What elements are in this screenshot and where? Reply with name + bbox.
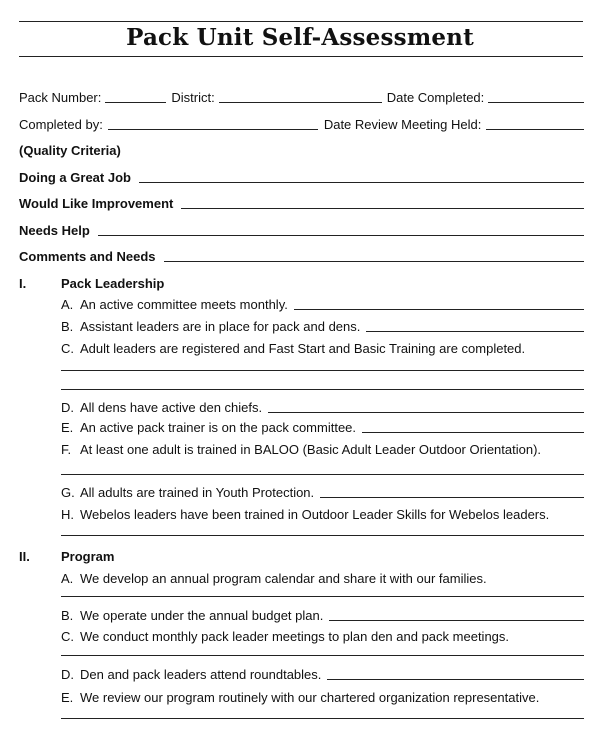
- criteria-improvement-row: [19, 192, 584, 212]
- list-item: [61, 567, 584, 587]
- item-letter: E.: [61, 420, 74, 435]
- list-item: [61, 481, 584, 501]
- item-letter: D.: [61, 400, 74, 415]
- item-text: We operate under the annual budget plan.: [80, 608, 324, 623]
- item-text: Den and pack leaders attend roundtables.: [80, 667, 322, 682]
- item-letter: C.: [61, 341, 74, 356]
- section-heading: [19, 545, 584, 565]
- criteria-comments-row: [19, 245, 584, 265]
- item-letter: B.: [61, 319, 74, 334]
- header-row-2: [19, 113, 584, 133]
- item-text: We review our program routinely with our chartered organization representative.: [80, 690, 540, 705]
- section-numeral: II.: [19, 549, 30, 564]
- answer-line[interactable]: [61, 370, 584, 371]
- criteria-heading-row: [19, 139, 584, 159]
- list-item: [61, 337, 584, 357]
- section-numeral: I.: [19, 276, 27, 291]
- page-title: Pack Unit Self-Assessment: [126, 24, 474, 51]
- item-text: All adults are trained in Youth Protection.: [80, 485, 315, 500]
- item-answer-field[interactable]: [362, 432, 584, 433]
- item-letter: A.: [61, 297, 74, 312]
- criteria-heading: (Quality Criteria): [19, 143, 121, 158]
- answer-line[interactable]: [61, 474, 584, 475]
- section-title: Program: [61, 549, 115, 564]
- item-answer-field[interactable]: [320, 497, 584, 498]
- date-review-label: Date Review Meeting Held:: [323, 117, 482, 132]
- item-text: Webelos leaders have been trained in Outdoor Leader Skills for Webelos leaders.: [80, 507, 550, 522]
- item-answer-field[interactable]: [327, 679, 584, 680]
- item-text: An active committee meets monthly.: [80, 297, 288, 312]
- criteria-improvement: Would Like Improvement: [19, 196, 174, 211]
- section-heading: [19, 272, 584, 292]
- answer-line[interactable]: [61, 389, 584, 390]
- pack-number-field[interactable]: [105, 102, 166, 103]
- criteria-great-job-row: [19, 166, 584, 186]
- item-text: We develop an annual program calendar and share it with our families.: [80, 571, 487, 586]
- answer-line[interactable]: [61, 596, 584, 597]
- title-rule: [19, 56, 583, 57]
- item-text: At least one adult is trained in BALOO (Basic Adult Leader Outdoor Orientation).: [80, 442, 542, 457]
- item-text: An active pack trainer is on the pack committee.: [80, 420, 357, 435]
- item-text: We conduct monthly pack leader meetings to plan den and pack meetings.: [80, 629, 510, 644]
- criteria-comments: Comments and Needs: [19, 249, 156, 264]
- item-letter: E.: [61, 690, 74, 705]
- item-letter: A.: [61, 571, 74, 586]
- list-item: [61, 625, 584, 645]
- district-label: District:: [171, 90, 215, 105]
- improvement-field[interactable]: [181, 208, 584, 209]
- answer-line[interactable]: [61, 718, 584, 719]
- item-letter: D.: [61, 667, 74, 682]
- section-title: Pack Leadership: [61, 276, 165, 291]
- date-completed-label: Date Completed:: [386, 90, 485, 105]
- date-review-field[interactable]: [486, 129, 584, 130]
- header-row-1: [19, 86, 584, 106]
- item-answer-field[interactable]: [366, 331, 584, 332]
- list-item: [61, 438, 584, 458]
- district-field[interactable]: [219, 102, 382, 103]
- criteria-needs-help: Needs Help: [19, 223, 90, 238]
- list-item: [61, 396, 584, 416]
- needs-help-field[interactable]: [98, 235, 584, 236]
- item-letter: B.: [61, 608, 74, 623]
- item-letter: H.: [61, 507, 74, 522]
- completed-by-label: Completed by:: [19, 117, 103, 132]
- list-item: [61, 416, 584, 436]
- item-text: Adult leaders are registered and Fast Start and Basic Training are completed.: [80, 341, 526, 356]
- item-answer-field[interactable]: [329, 620, 584, 621]
- list-item: [61, 293, 584, 313]
- answer-line[interactable]: [61, 535, 584, 536]
- answer-line[interactable]: [61, 655, 584, 656]
- item-text: All dens have active den chiefs.: [80, 400, 263, 415]
- list-item: [61, 503, 584, 523]
- date-completed-field[interactable]: [488, 102, 584, 103]
- list-item: [61, 663, 584, 683]
- item-letter: F.: [61, 442, 72, 457]
- pack-number-label: Pack Number:: [19, 90, 102, 105]
- comments-field[interactable]: [164, 261, 584, 262]
- great-job-field[interactable]: [139, 182, 584, 183]
- item-letter: G.: [61, 485, 75, 500]
- item-answer-field[interactable]: [268, 412, 584, 413]
- item-answer-field[interactable]: [294, 309, 584, 310]
- list-item: [61, 315, 584, 335]
- item-text: Assistant leaders are in place for pack and dens.: [80, 319, 361, 334]
- criteria-needs-help-row: [19, 219, 584, 239]
- criteria-great-job: Doing a Great Job: [19, 170, 131, 185]
- list-item: [61, 686, 584, 706]
- list-item: [61, 604, 584, 624]
- item-letter: C.: [61, 629, 74, 644]
- completed-by-field[interactable]: [108, 129, 318, 130]
